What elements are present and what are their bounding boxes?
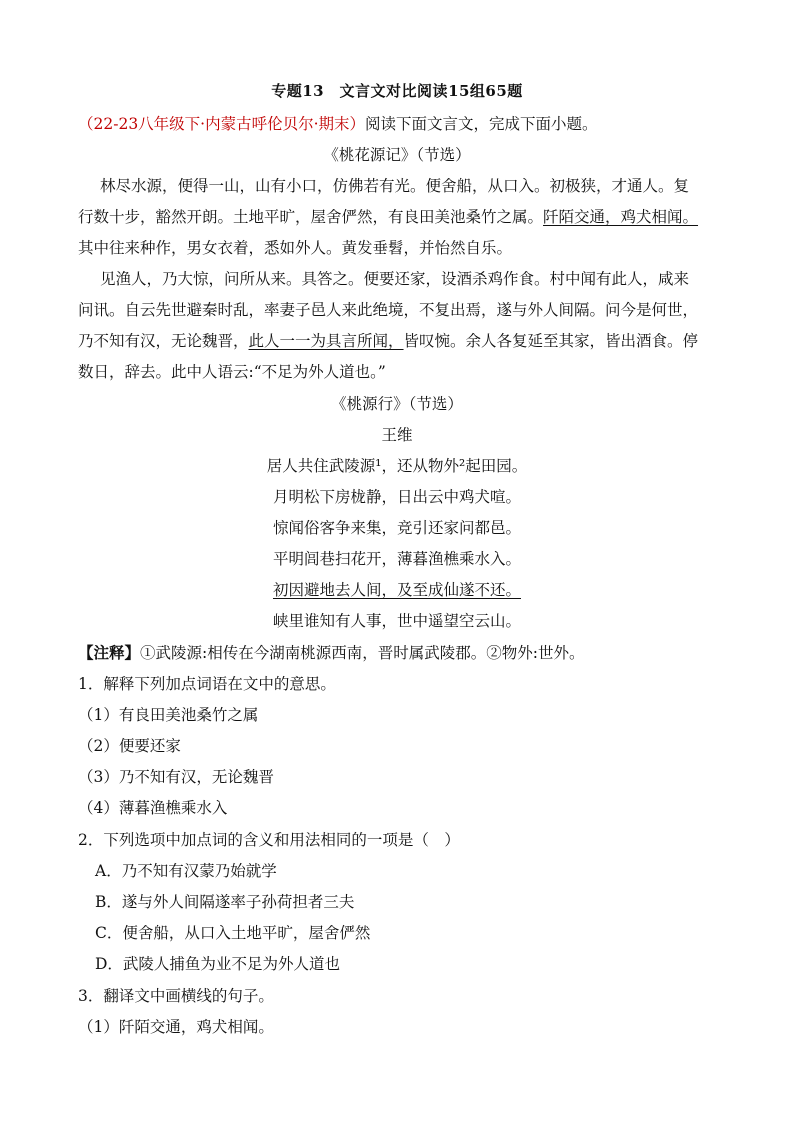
- text1-p1-line1: 林尽水源，便得一山，山有小口，仿佛若有光。便舍船，从口入。初极狭，才通人。复: [100, 177, 690, 195]
- question-1-stem: 1．解释下列加点词语在文中的意思。: [78, 675, 336, 693]
- option-a-right: 蒙乃始就学: [199, 862, 277, 880]
- intro-line: [78, 113, 598, 135]
- text1-p2-line3-b: 皆叹惋。余人各复延至其家，皆出酒食。停: [403, 332, 699, 350]
- text1-p1-line2: [78, 206, 698, 228]
- underlined-sentence-3: 初因避地去人间，及至成仙遂不还。: [272, 581, 521, 599]
- question-3-stem: 3．翻译文中画横线的句子。: [78, 987, 274, 1005]
- annotation-line: [78, 642, 584, 664]
- option-c-right: 土地平旷，屋舍俨然: [230, 924, 371, 942]
- option-d-right: 不足为外人道也: [231, 955, 340, 973]
- text2-title: 《桃源行》（节选）: [331, 395, 463, 413]
- poem-line: 峡里谁知有人事，世中遥望空云山。: [272, 612, 521, 630]
- question-2-option-d: [95, 953, 340, 975]
- poem-line: 月明松下房栊静，日出云中鸡犬喧。: [272, 488, 521, 506]
- poem-line: 惊闻俗客争来集，竞引还家问都邑。: [272, 519, 521, 537]
- text2-author: 王维: [381, 426, 413, 444]
- annotation-text: ①武陵源:相传在今湖南桃源西南，晋时属武陵郡。②物外:世外。: [140, 644, 585, 662]
- poem-line: 居人共住武陵源¹，还从物外²起田园。: [266, 457, 528, 475]
- poem-line: 平明闾巷扫花开，薄暮渔樵乘水入。: [272, 550, 521, 568]
- document-title: 专题13 文言文对比阅读15组65题: [271, 82, 523, 100]
- question-1-item: （4）薄暮渔樵乘水入: [78, 799, 228, 817]
- text1-p1-line3: 其中往来种作，男女衣着，悉如外人。黄发垂髫，并怡然自乐。: [78, 239, 513, 257]
- option-c-left: C．便舍船，从口入: [95, 924, 231, 942]
- text1-p2-line2: 问讯。自云先世避秦时乱，率妻子邑人来此绝境，不复出焉，遂与外人间隔。问今是何世，: [78, 301, 699, 319]
- underlined-sentence-2: 此人一一为具言所闻，: [248, 332, 404, 350]
- option-d-left: D．武陵人捕鱼为业: [95, 955, 232, 973]
- text1-p2-line4: 数日，辞去。此中人语云:“不足为外人道也。”: [78, 363, 386, 381]
- option-a-left: A．乃不知有汉: [95, 862, 200, 880]
- annotation-label: 【注释】: [78, 643, 141, 662]
- question-1-item: （2）便要还家: [78, 737, 181, 755]
- underlined-sentence-1: 阡陌交通，鸡犬相闻。: [543, 208, 699, 226]
- text1-title: 《桃花源记》（节选）: [323, 146, 471, 164]
- question-2-option-a: [95, 860, 277, 882]
- option-b-left: B．遂与外人间隔: [95, 893, 215, 911]
- question-1-item: （1）有良田美池桑竹之属: [78, 706, 259, 724]
- poem-line-underlined: [0, 579, 794, 601]
- text1-p1-line2-text: 行数十步，豁然开朗。土地平旷，屋舍俨然，有良田美池桑竹之属。: [78, 208, 544, 226]
- question-2-option-c: [95, 922, 370, 944]
- option-b-right: 遂率子孙荷担者三夫: [214, 893, 355, 911]
- question-2-option-b: [95, 891, 354, 913]
- text1-p2-line1: 见渔人，乃大惊，问所从来。具答之。便要还家，设酒杀鸡作食。村中闻有此人，咸来: [100, 270, 690, 288]
- text1-p2-line3-a: 乃不知有汉，无论魏晋，: [78, 332, 249, 350]
- question-1-item: （3）乃不知有汉，无论魏晋: [78, 768, 274, 786]
- question-3-item: （1）阡陌交通，鸡犬相闻。: [78, 1018, 274, 1036]
- text1-p2-line3: [78, 330, 698, 352]
- reading-instruction: 阅读下面文言文，完成下面小题。: [365, 115, 598, 133]
- question-2-stem: 2．下列选项中加点词的含义和用法相同的一项是（ ）: [78, 831, 460, 849]
- question-source: （22-23八年级下·内蒙古呼伦贝尔·期末）: [78, 115, 366, 133]
